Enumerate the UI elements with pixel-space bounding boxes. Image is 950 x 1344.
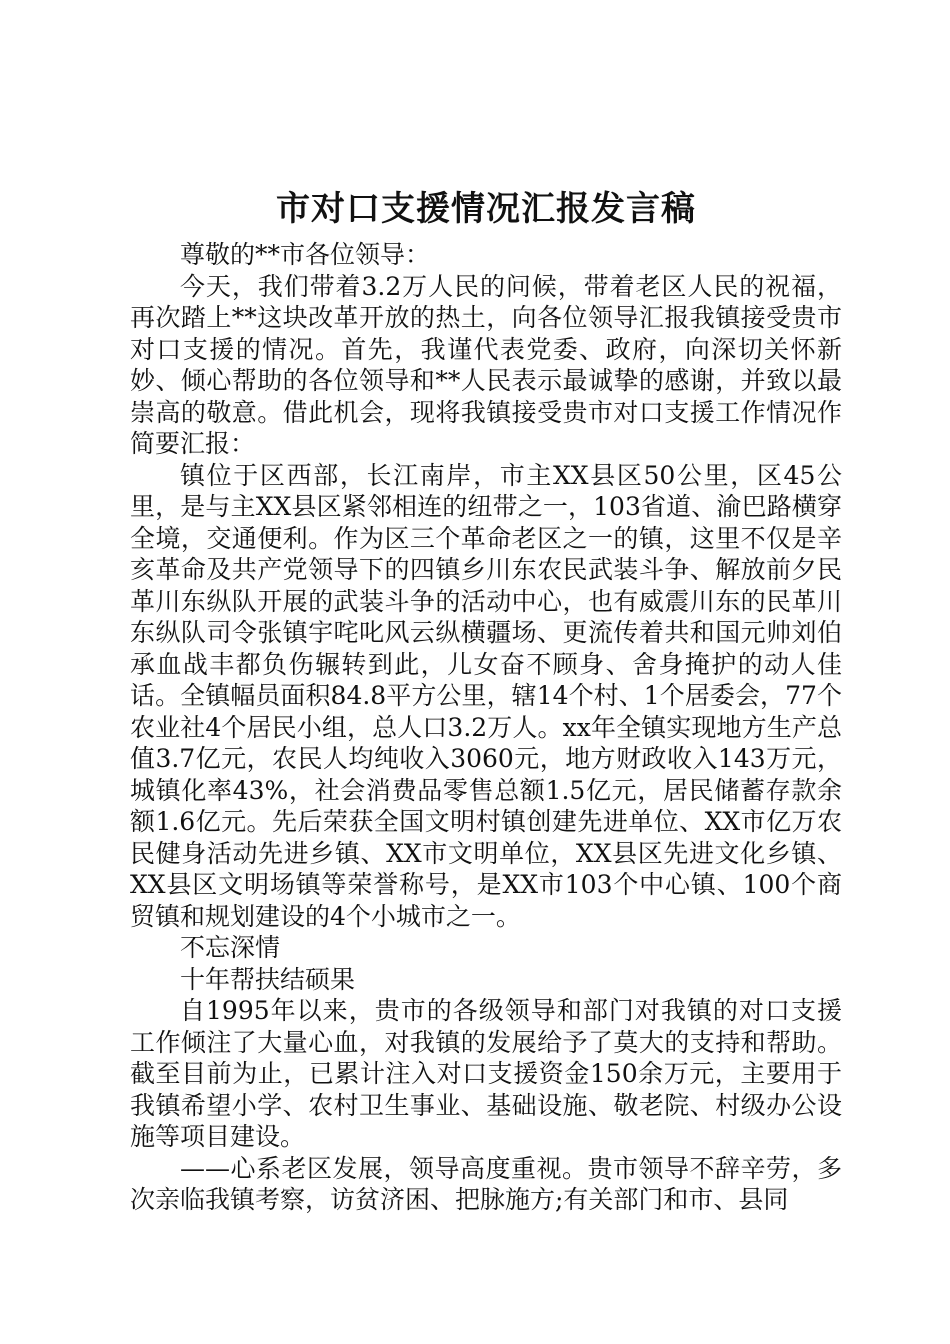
town-overview-paragraph: 镇位于区西部，长江南岸，市主XX县区50公里，区45公里，是与主XX县区紧邻相连的纽带之一，103省道、渝巴路横穿全境，交通便利。作为区三个革命老区之一的镇，这里不仅是辛亥革命及共产党领导下的四镇乡川东农民武装斗争、解放前夕民革川东纵队开展的武装斗争的活动中心，也有威震川东的民革川东纵队司令张镇宇咤叱风云纵横疆场、更流传着共和国元帅刘伯承血战丰都负伤辗转到此，儿女奋不顾身、舍身掩护的动人佳话。全镇幅员面积84.8平方公里，辖14个村、1个居委会，77个农业社4个居民小组，总人口3.2万人。xx年全镇实现地方生产总值3.7亿元，农民人均纯收入3060元，地方财政收入143万元，城镇化率43%，社会消费品零售总额1.5亿元，居民储蓄存款余额1.6亿元。先后荣获全国文明村镇创建先进单位、XX市亿万农民健身活动先进乡镇、XX市文明单位，XX县区先进文化乡镇、XX县区文明场镇等荣誉称号，是XX市103个中心镇、100个商贸镇和规划建设的4个小城市之一。 — [130, 460, 842, 931]
intro-paragraph: 今天，我们带着3.2万人民的问候，带着老区人民的祝福，再次踏上**这块改革开放的热土，向各位领导汇报我镇接受贵市对口支援的情况。首先，我谨代表党委、政府，向深切关怀新妙、倾心帮助的各位领导和**人民表示最诚挚的感谢，并致以最崇高的敬意。借此机会，现将我镇接受贵市对口支援工作情况作简要汇报： — [130, 271, 842, 458]
section-subheading: 十年帮扶结硕果 — [180, 964, 356, 994]
leadership-paragraph: ——心系老区发展，领导高度重视。贵市领导不辞辛劳，多次亲临我镇考察，访贫济困、把脉施方;有关部门和市、县同 — [130, 1153, 842, 1214]
section-heading: 不忘深情 — [180, 933, 281, 962]
document-title: 市对口支援情况汇报发言稿 — [276, 189, 696, 229]
support-summary-paragraph: 自1995年以来，贵市的各级领导和部门对我镇的对口支援工作倾注了大量心血，对我镇的发展给予了莫大的支持和帮助。截至目前为止，已累计注入对口支援资金150余万元，主要用于我镇希望小学、农村卫生事业、基础设施、敬老院、村级办公设施等项目建设。 — [130, 996, 842, 1151]
salutation: 尊敬的**市各位领导： — [180, 240, 431, 269]
document-page — [130, 185, 842, 1216]
